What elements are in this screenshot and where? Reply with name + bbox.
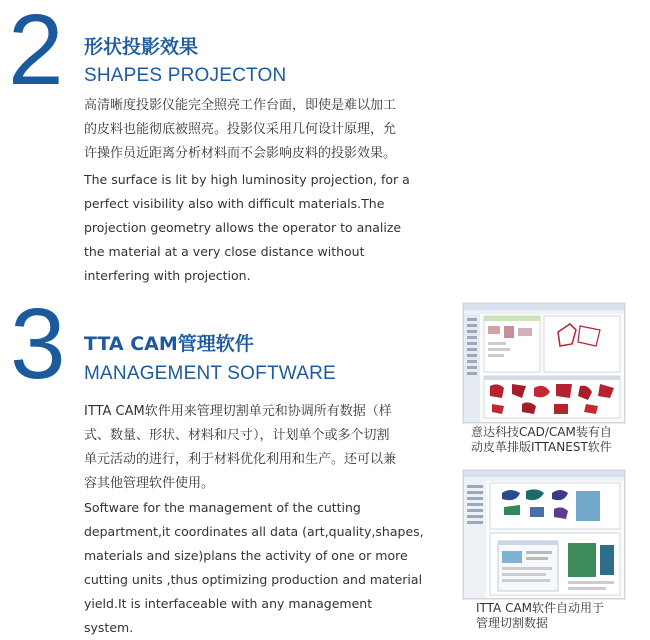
- section-3-en-line: yield.It is interfaceable with any management: [84, 596, 373, 611]
- itta-cam-caption-line: 管理切割数据: [476, 616, 549, 630]
- itta-cam-caption-line: ITTA CAM软件自动用于: [476, 601, 605, 615]
- section-2-cn-line: 的皮料也能彻底被照亮。投影仪采用几何设计原理，允: [84, 122, 397, 137]
- ittanest-caption-line: 意达科技CAD/CAM装有自: [471, 425, 612, 439]
- itta-cam-screenshot: [463, 470, 625, 599]
- section-2-en-line: The surface is lit by high luminosity projection, for a: [84, 172, 410, 187]
- section-3-en-line: system.: [84, 620, 134, 635]
- section-3-cn-line: 单元活动的进行，利于材料优化利用和生产。还可以兼: [84, 452, 397, 467]
- section-3-en-line: Software for the management of the cutting: [84, 500, 361, 515]
- section-3-title-en: MANAGEMENT SOFTWARE: [84, 363, 336, 384]
- section-2-number: 2: [8, 0, 64, 106]
- section-2-en-line: interfering with projection.: [84, 268, 251, 283]
- ittanest-screenshot-image: [464, 304, 624, 422]
- section-2-title-cn: 形状投影效果: [84, 36, 199, 58]
- section-3-en-line: cutting units ,thus optimizing production and material: [84, 572, 423, 587]
- section-2-en-line: projection geometry allows the operator to analize: [84, 220, 402, 235]
- section-2-cn-line: 许操作员近距离分析材料而不会影响皮料的投影效果。: [84, 146, 397, 161]
- section-2-en-line: the material at a very close distance without: [84, 244, 365, 259]
- section-2-title-en: SHAPES PROJECTON: [84, 65, 287, 86]
- ittanest-screenshot: [463, 303, 625, 423]
- section-3-en-line: materials and size)plans the activity of one or more: [84, 548, 408, 563]
- section-3-cn-line: ITTA CAM软件用来管理切割单元和协调所有数据（样: [84, 404, 392, 419]
- section-3-body-cn: [84, 400, 396, 496]
- section-3-cn-line: 式、数量、形状、材料和尺寸），计划单个或多个切割: [84, 428, 390, 443]
- section-3-en-line: department,it coordinates all data (art,quality,shapes,: [84, 524, 424, 539]
- section-3-title-cn: TTA CAM管理软件: [84, 333, 254, 355]
- section-3-cn-line: 容其他管理软件使用。: [84, 476, 215, 491]
- section-2-body-en: [84, 168, 410, 288]
- itta-cam-caption: [476, 601, 604, 631]
- ittanest-caption: [471, 425, 612, 455]
- itta-cam-screenshot-image: [464, 471, 624, 598]
- section-3-body-en: [84, 496, 424, 640]
- section-2-en-line: perfect visibility also with difficult materials.The: [84, 196, 385, 211]
- section-2-cn-line: 高清晰度投影仪能完全照亮工作台面，即使是难以加工: [84, 98, 397, 113]
- section-2-body-cn: [84, 94, 396, 166]
- ittanest-caption-line: 动皮革排版ITTANEST软件: [471, 440, 612, 454]
- section-3-number: 3: [10, 288, 66, 400]
